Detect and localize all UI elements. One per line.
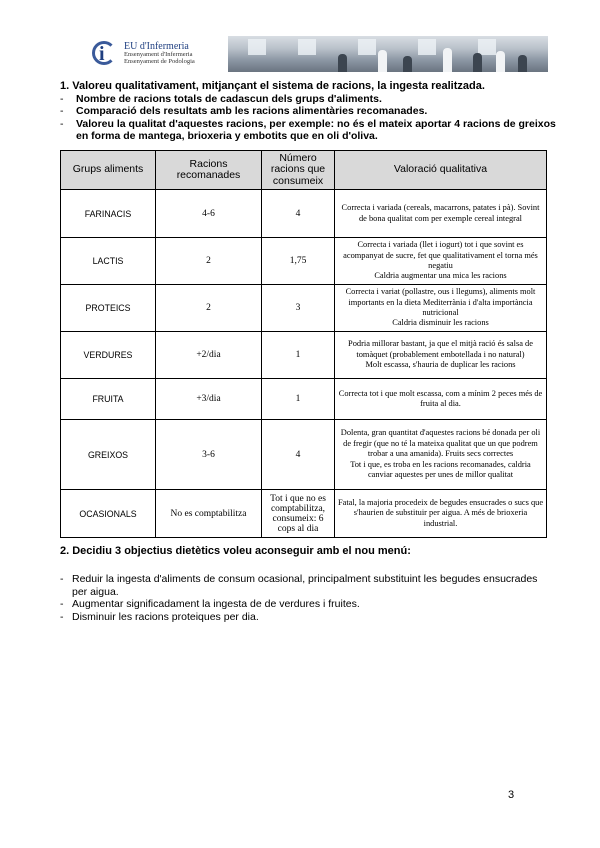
section1-title: 1. Valoreu qualitativament, mitjançant el sistema de racions, la ingesta realitzada. [60, 80, 485, 92]
table-header-row [61, 151, 547, 190]
row-assessment: Correcta i variada (llet i iogurt) tot i que sovint es acompanyat de sucre, fet que qualitativament el torna més negatiu Caldria augmentar una mica les racions [335, 238, 547, 285]
logo-line-podiatry: Ensenyament de Podologia [124, 58, 195, 66]
table-row [61, 285, 547, 332]
objective-item: - Augmentar significadament la ingesta de de verdures i fruites. [60, 598, 540, 611]
row-recommended: 4-6 [156, 190, 262, 238]
page-header [88, 36, 548, 72]
table-row [61, 238, 547, 285]
objective-item: - Reduir la ingesta d'aliments de consum ocasional, principalment substituint les begudes ensucrades per aigua. [60, 573, 540, 598]
row-group: FARINACIS [61, 190, 156, 238]
table-row [61, 332, 547, 379]
row-consumed: 1 [262, 332, 335, 379]
header-assessment: Valoració qualitativa [335, 151, 547, 190]
row-recommended: +2/dia [156, 332, 262, 379]
row-group: GREIXOS [61, 420, 156, 490]
row-group: FRUITA [61, 379, 156, 420]
row-consumed: 1 [262, 379, 335, 420]
row-assessment: Correcta tot i que molt escassa, com a mínim 2 peces més de fruita al dia. [335, 379, 547, 420]
table-row [61, 190, 547, 238]
row-recommended: 3-6 [156, 420, 262, 490]
row-consumed: 4 [262, 190, 335, 238]
header-food-groups: Grups aliments [61, 151, 156, 190]
logo-title: EU d'Infermeria [124, 40, 189, 52]
page-number: 3 [508, 789, 515, 801]
instruction-item: - Comparació dels resultats amb les racions alimentàries recomanades. [60, 105, 560, 117]
logo-i-icon: i [90, 39, 120, 69]
row-assessment: Fatal, la majoria procedeix de begudes ensucrades o sucs que s'haurien de substituir per aigua. A més de brioxeria industrial. [335, 490, 547, 538]
row-recommended: 2 [156, 285, 262, 332]
instruction-item: - Nombre de racions totals de cadascun dels grups d'aliments. [60, 93, 560, 105]
row-group: OCASIONALS [61, 490, 156, 538]
row-consumed: 3 [262, 285, 335, 332]
row-consumed: 1,75 [262, 238, 335, 285]
table-row [61, 420, 547, 490]
row-recommended: 2 [156, 238, 262, 285]
row-group: VERDURES [61, 332, 156, 379]
row-group: LACTIS [61, 238, 156, 285]
row-recommended: No es comptabilitza [156, 490, 262, 538]
row-assessment: Correcta i variada (cereals, macarrons, patates i pà). Sovint de bona qualitat com per exemple cereal integral [335, 190, 547, 238]
header-consumed: Número racions que consumeix [262, 151, 335, 190]
header-classroom-photo [228, 36, 548, 72]
section1-instructions [60, 93, 560, 143]
header-recommended: Racions recomanades [156, 151, 262, 190]
row-assessment: Correcta i variat (pollastre, ous i llegums), aliments molt importants en la dieta Mediterrània i d'alta importància nutricional Caldria disminuir les racions [335, 285, 547, 332]
table-row [61, 379, 547, 420]
instruction-item: - Valoreu la qualitat d'aquestes racions, per exemple: no és el mateix aportar 4 racions de greixos en forma de mantega, brioxeria y embotits que en oli d'oliva. [60, 118, 560, 143]
objectives-list [60, 573, 540, 623]
row-consumed: 4 [262, 420, 335, 490]
objective-item: - Disminuir les racions proteiques per dia. [60, 611, 540, 624]
row-assessment: Dolenta, gran quantitat d'aquestes racions bé donada per oli de fregir (que no té la mateixa qualitat que un que podrem trobar a una amanida). Fruits secs correctes Tot i que, es troba en les racions recomanades, caldria canviar aquestes per unes de millor qualitat [335, 420, 547, 490]
school-logo [88, 36, 228, 72]
table-row [61, 490, 547, 538]
row-consumed: Tot i que no es comptabilitza, consumeix: 6 cops al dia [262, 490, 335, 538]
logo-line-nursing: Ensenyament d'Infermeria [124, 51, 193, 59]
row-assessment: Podria millorar bastant, ja que el mitjà ració és salsa de tomàquet (probablement embotellada i no natural) Molt escassa, s'hauria de duplicar les racions [335, 332, 547, 379]
row-group: PROTEICS [61, 285, 156, 332]
row-recommended: +3/dia [156, 379, 262, 420]
rations-table [60, 150, 547, 538]
section2-title: 2. Decidiu 3 objectius dietètics voleu aconseguir amb el nou menú: [60, 545, 411, 557]
